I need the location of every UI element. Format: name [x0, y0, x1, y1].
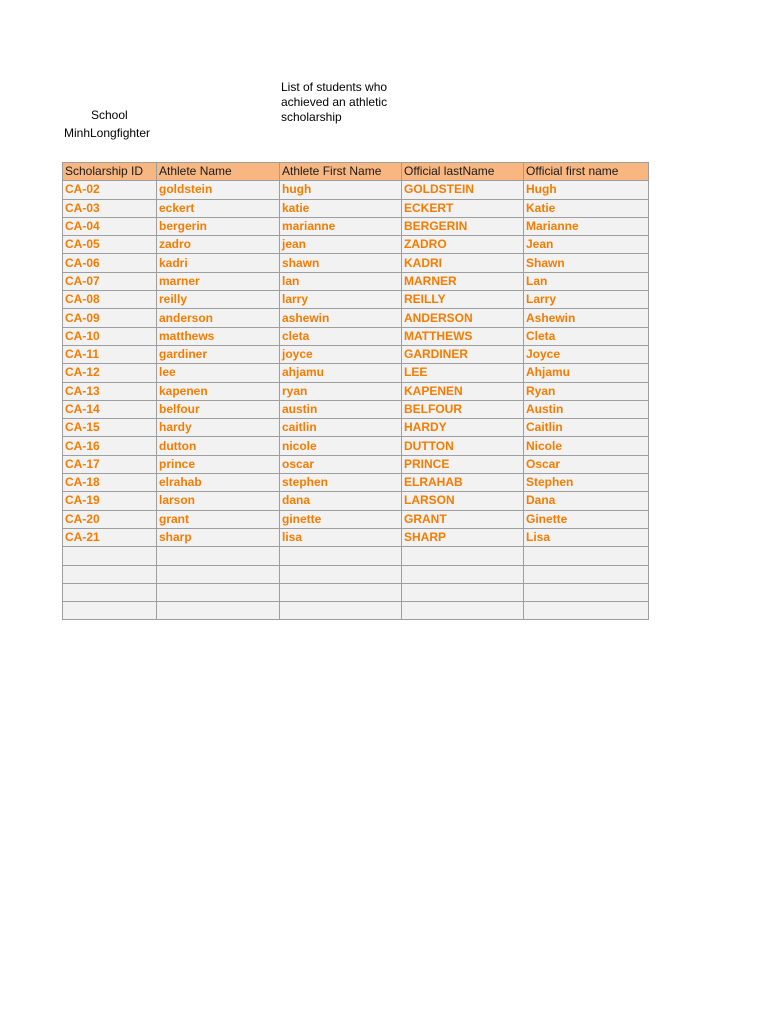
cell-athlete-name: lee: [157, 364, 280, 382]
column-header-athlete-first-name: Athlete First Name: [280, 163, 402, 181]
cell-official-last-name: BELFOUR: [402, 400, 524, 418]
table-row: [63, 345, 649, 363]
cell-athlete-first-name: jean: [280, 236, 402, 254]
empty-cell: [63, 602, 157, 620]
cell-official-last-name: HARDY: [402, 419, 524, 437]
empty-cell: [402, 583, 524, 601]
cell-athlete-name: elrahab: [157, 474, 280, 492]
cell-official-first-name: Oscar: [524, 455, 649, 473]
empty-row: [63, 547, 649, 565]
empty-cell: [157, 565, 280, 583]
cell-athlete-first-name: larry: [280, 291, 402, 309]
cell-official-last-name: GARDINER: [402, 345, 524, 363]
cell-athlete-first-name: joyce: [280, 345, 402, 363]
cell-official-last-name: ZADRO: [402, 236, 524, 254]
school-label: School: [91, 108, 128, 122]
cell-official-last-name: ELRAHAB: [402, 474, 524, 492]
cell-official-first-name: Nicole: [524, 437, 649, 455]
cell-athlete-name: grant: [157, 510, 280, 528]
cell-official-first-name: Shawn: [524, 254, 649, 272]
cell-scholarship-id: CA-20: [63, 510, 157, 528]
cell-official-first-name: Austin: [524, 400, 649, 418]
cell-athlete-name: larson: [157, 492, 280, 510]
column-header-scholarship-id: Scholarship ID: [63, 163, 157, 181]
empty-row: [63, 602, 649, 620]
cell-official-last-name: KADRI: [402, 254, 524, 272]
cell-athlete-name: zadro: [157, 236, 280, 254]
empty-cell: [402, 547, 524, 565]
table-row: [63, 291, 649, 309]
empty-row: [63, 565, 649, 583]
table-row: [63, 327, 649, 345]
cell-official-first-name: Lisa: [524, 528, 649, 546]
cell-official-first-name: Joyce: [524, 345, 649, 363]
table-row: [63, 528, 649, 546]
table-row: [63, 400, 649, 418]
cell-athlete-name: reilly: [157, 291, 280, 309]
school-name: MinhLongfighter: [64, 126, 151, 140]
table-row: [63, 272, 649, 290]
cell-official-last-name: MATTHEWS: [402, 327, 524, 345]
cell-athlete-first-name: lisa: [280, 528, 402, 546]
cell-athlete-first-name: caitlin: [280, 419, 402, 437]
cell-scholarship-id: CA-18: [63, 474, 157, 492]
cell-scholarship-id: CA-10: [63, 327, 157, 345]
cell-scholarship-id: CA-16: [63, 437, 157, 455]
cell-athlete-name: matthews: [157, 327, 280, 345]
column-header-official-first-name: Official first name: [524, 163, 649, 181]
cell-official-first-name: Larry: [524, 291, 649, 309]
cell-athlete-first-name: dana: [280, 492, 402, 510]
cell-athlete-name: prince: [157, 455, 280, 473]
empty-cell: [280, 565, 402, 583]
cell-scholarship-id: CA-19: [63, 492, 157, 510]
empty-cell: [402, 602, 524, 620]
cell-athlete-first-name: ryan: [280, 382, 402, 400]
cell-official-first-name: Katie: [524, 199, 649, 217]
table-row: [63, 382, 649, 400]
column-header-official-last-name: Official lastName: [402, 163, 524, 181]
cell-athlete-name: anderson: [157, 309, 280, 327]
cell-official-last-name: SHARP: [402, 528, 524, 546]
cell-athlete-name: goldstein: [157, 181, 280, 199]
table-row: [63, 254, 649, 272]
cell-official-last-name: MARNER: [402, 272, 524, 290]
cell-athlete-first-name: shawn: [280, 254, 402, 272]
empty-cell: [524, 565, 649, 583]
cell-athlete-first-name: hugh: [280, 181, 402, 199]
cell-official-last-name: LEE: [402, 364, 524, 382]
cell-athlete-name: kadri: [157, 254, 280, 272]
empty-cell: [157, 547, 280, 565]
cell-official-first-name: Marianne: [524, 217, 649, 235]
cell-athlete-name: belfour: [157, 400, 280, 418]
cell-scholarship-id: CA-12: [63, 364, 157, 382]
cell-official-last-name: KAPENEN: [402, 382, 524, 400]
cell-athlete-first-name: ahjamu: [280, 364, 402, 382]
cell-athlete-name: gardiner: [157, 345, 280, 363]
cell-official-first-name: Cleta: [524, 327, 649, 345]
cell-athlete-first-name: stephen: [280, 474, 402, 492]
table-row: [63, 474, 649, 492]
cell-official-first-name: Stephen: [524, 474, 649, 492]
cell-scholarship-id: CA-06: [63, 254, 157, 272]
cell-official-first-name: Ahjamu: [524, 364, 649, 382]
cell-scholarship-id: CA-14: [63, 400, 157, 418]
empty-cell: [524, 583, 649, 601]
cell-scholarship-id: CA-09: [63, 309, 157, 327]
cell-official-first-name: Lan: [524, 272, 649, 290]
empty-cell: [402, 565, 524, 583]
cell-athlete-first-name: cleta: [280, 327, 402, 345]
cell-official-first-name: Hugh: [524, 181, 649, 199]
cell-athlete-first-name: austin: [280, 400, 402, 418]
cell-scholarship-id: CA-08: [63, 291, 157, 309]
cell-athlete-name: sharp: [157, 528, 280, 546]
cell-official-last-name: PRINCE: [402, 455, 524, 473]
cell-scholarship-id: CA-03: [63, 199, 157, 217]
cell-athlete-name: dutton: [157, 437, 280, 455]
cell-official-last-name: ECKERT: [402, 199, 524, 217]
table-row: [63, 364, 649, 382]
cell-scholarship-id: CA-21: [63, 528, 157, 546]
cell-athlete-first-name: oscar: [280, 455, 402, 473]
table-row: [63, 510, 649, 528]
cell-official-first-name: Ryan: [524, 382, 649, 400]
cell-athlete-name: bergerin: [157, 217, 280, 235]
cell-athlete-first-name: nicole: [280, 437, 402, 455]
table-row: [63, 181, 649, 199]
table-row: [63, 455, 649, 473]
table-row: [63, 309, 649, 327]
cell-official-first-name: Ashewin: [524, 309, 649, 327]
cell-official-last-name: GOLDSTEIN: [402, 181, 524, 199]
cell-athlete-first-name: katie: [280, 199, 402, 217]
table-row: [63, 437, 649, 455]
list-title: List of students who achieved an athletic scholarship: [281, 80, 388, 124]
cell-athlete-first-name: ginette: [280, 510, 402, 528]
table-row: [63, 217, 649, 235]
table-row: [63, 492, 649, 510]
cell-official-last-name: LARSON: [402, 492, 524, 510]
empty-cell: [157, 602, 280, 620]
scholarship-table: [62, 162, 649, 620]
empty-cell: [280, 547, 402, 565]
cell-athlete-name: marner: [157, 272, 280, 290]
cell-scholarship-id: CA-15: [63, 419, 157, 437]
cell-athlete-first-name: lan: [280, 272, 402, 290]
cell-official-first-name: Jean: [524, 236, 649, 254]
empty-cell: [63, 565, 157, 583]
cell-scholarship-id: CA-02: [63, 181, 157, 199]
cell-scholarship-id: CA-05: [63, 236, 157, 254]
table-row: [63, 419, 649, 437]
cell-scholarship-id: CA-17: [63, 455, 157, 473]
empty-cell: [157, 583, 280, 601]
cell-official-first-name: Ginette: [524, 510, 649, 528]
cell-official-first-name: Caitlin: [524, 419, 649, 437]
cell-official-last-name: DUTTON: [402, 437, 524, 455]
empty-cell: [280, 583, 402, 601]
cell-official-last-name: REILLY: [402, 291, 524, 309]
table-row: [63, 236, 649, 254]
cell-athlete-first-name: marianne: [280, 217, 402, 235]
column-header-athlete-name: Athlete Name: [157, 163, 280, 181]
table-row: [63, 199, 649, 217]
cell-athlete-name: kapenen: [157, 382, 280, 400]
cell-official-last-name: ANDERSON: [402, 309, 524, 327]
empty-cell: [63, 583, 157, 601]
empty-cell: [524, 602, 649, 620]
empty-cell: [63, 547, 157, 565]
empty-cell: [280, 602, 402, 620]
cell-athlete-first-name: ashewin: [280, 309, 402, 327]
cell-scholarship-id: CA-13: [63, 382, 157, 400]
cell-scholarship-id: CA-11: [63, 345, 157, 363]
cell-scholarship-id: CA-07: [63, 272, 157, 290]
cell-scholarship-id: CA-04: [63, 217, 157, 235]
table-header-row: [63, 163, 649, 181]
empty-cell: [524, 547, 649, 565]
cell-athlete-name: eckert: [157, 199, 280, 217]
cell-official-last-name: GRANT: [402, 510, 524, 528]
cell-official-first-name: Dana: [524, 492, 649, 510]
cell-athlete-name: hardy: [157, 419, 280, 437]
empty-row: [63, 583, 649, 601]
cell-official-last-name: BERGERIN: [402, 217, 524, 235]
